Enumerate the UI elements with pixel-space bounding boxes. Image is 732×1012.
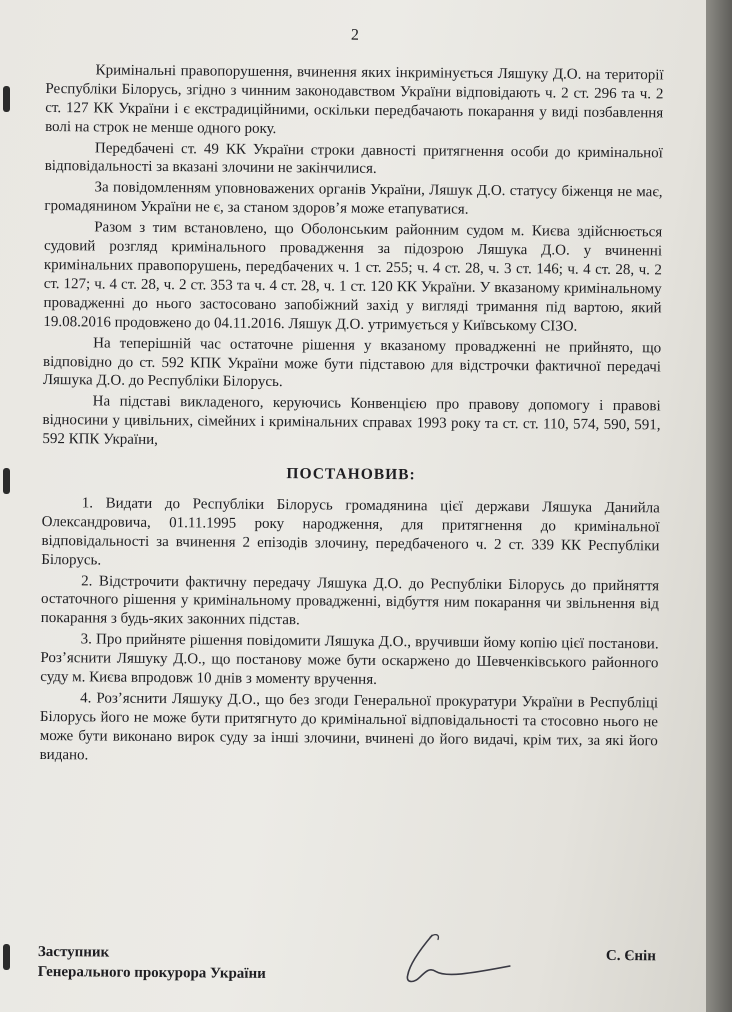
page-edge-shadow <box>706 0 732 1012</box>
resolution-item: 2. Відстрочити фактичну передачу Ляшука Д.О. до Республіки Білорусь до прийняття остаточного рішення у кримінальному провадженні, відбуття ним покарання чи звільнення від покарання з будь-яких законних підстав. <box>40 572 660 629</box>
handwritten-signature <box>400 927 521 988</box>
paragraph: На підставі викладеного, керуючись Конвенцією про правову допомогу і правові відносини у цивільних, сімейних і кримінальних справах 1993 року та ст. ст. 110, 574, 590, 591, 592 КПК України, <box>42 393 661 449</box>
page-number: 2 <box>350 26 359 44</box>
paragraph: За повідомленням уповноважених органів України, Ляшук Д.О. статусу біженця не має, громадянином України не є, за станом здоров’я може етапуватися. <box>44 179 663 218</box>
document-text <box>37 24 664 982</box>
punch-hole <box>3 944 10 970</box>
signatory-name: С. Єнін <box>605 947 656 965</box>
paragraph: На теперішній час остаточне рішення у вказаному провадженні не прийнято, що відповідно до ст. 592 КПК України може бути підставою для відстрочки фактичної передачі Ляшука Д.О. до Республіки Білорусь. <box>42 335 662 391</box>
resolution-item: 1. Видати до Республіки Білорусь громадянина цієї держави Ляшука Данийла Олександровича, 01.11.1995 року народження, для притягнення до кримінальної відповідальності за вчинення 2 епізодів злочину, передбаченого ч. 2 ст. 339 КК Республіки Білорусь. <box>41 495 660 569</box>
resolution-heading: ПОСТАНОВИВ: <box>286 465 416 484</box>
signatory-title <box>38 942 266 984</box>
signature-block <box>38 942 656 997</box>
paragraph: Передбачені ст. 49 КК України строки давності притягнення особи до кримінальної відповідальності за вказані злочини не закінчилися. <box>44 139 663 178</box>
punch-hole <box>3 86 10 112</box>
punch-hole <box>3 468 10 494</box>
resolution-item: 3. Про прийняте рішення повідомити Ляшука Д.О., вручивши йому копію цієї постанови. Роз’яснити Ляшуку Д.О., що постанову може бути оскаржено до Шевченківського районного суду м. Києва впродовж 10 днів з моменту вручення. <box>40 631 659 689</box>
resolution-item: 4. Роз’яснити Ляшуку Д.О., що без згоди Генеральної прокуратури України в Республіці Білорусь його не може бути притягнуто до кримінальної відповідальності та стосовно нього не може бути виконано вирок суду за інші злочини, вчинені до його видачі, крім тих, за які його видано. <box>39 690 659 764</box>
signatory-title-line1: Заступник <box>37 943 110 961</box>
signatory-title-line2: Генерального прокурора України <box>37 963 266 982</box>
paragraph: Разом з тим встановлено, що Оболонським районним судом м. Києва здійснюється судовий розгляд кримінального провадження за підозрою Ляшука Д.О. у вчиненні кримінальних правопорушень, передбачених ч. 1 ст. 255; ч. 4 ст. 28, ч. 3 ст. 146; ч. 4 ст. 28, ч. 2 ст. 127; ч. 4 ст. 28, ч. 2 ст. 353 та ч. 4 ст. 28, ч. 1 ст. 120 КК України. У вказаному кримінальному провадженні до нього застосовано запобіжний захід у вигляді тримання під вартою, який 19.08.2016 продовжено до 04.11.2016. Ляшук Д.О. утримується у Київському СІЗО. <box>43 219 663 335</box>
paragraph: Кримінальні правопорушення, вчинення яких інкримінується Ляшуку Д.О. на території Республіки Білорусь, згідно з чинним законодавством України відповідають ч. 2 ст. 296 та ч. 2 ст. 127 КК України і є екстрадиційними, оскільки передбачають покарання у виді позбавлення волі на строк не менше одного року. <box>45 62 664 137</box>
